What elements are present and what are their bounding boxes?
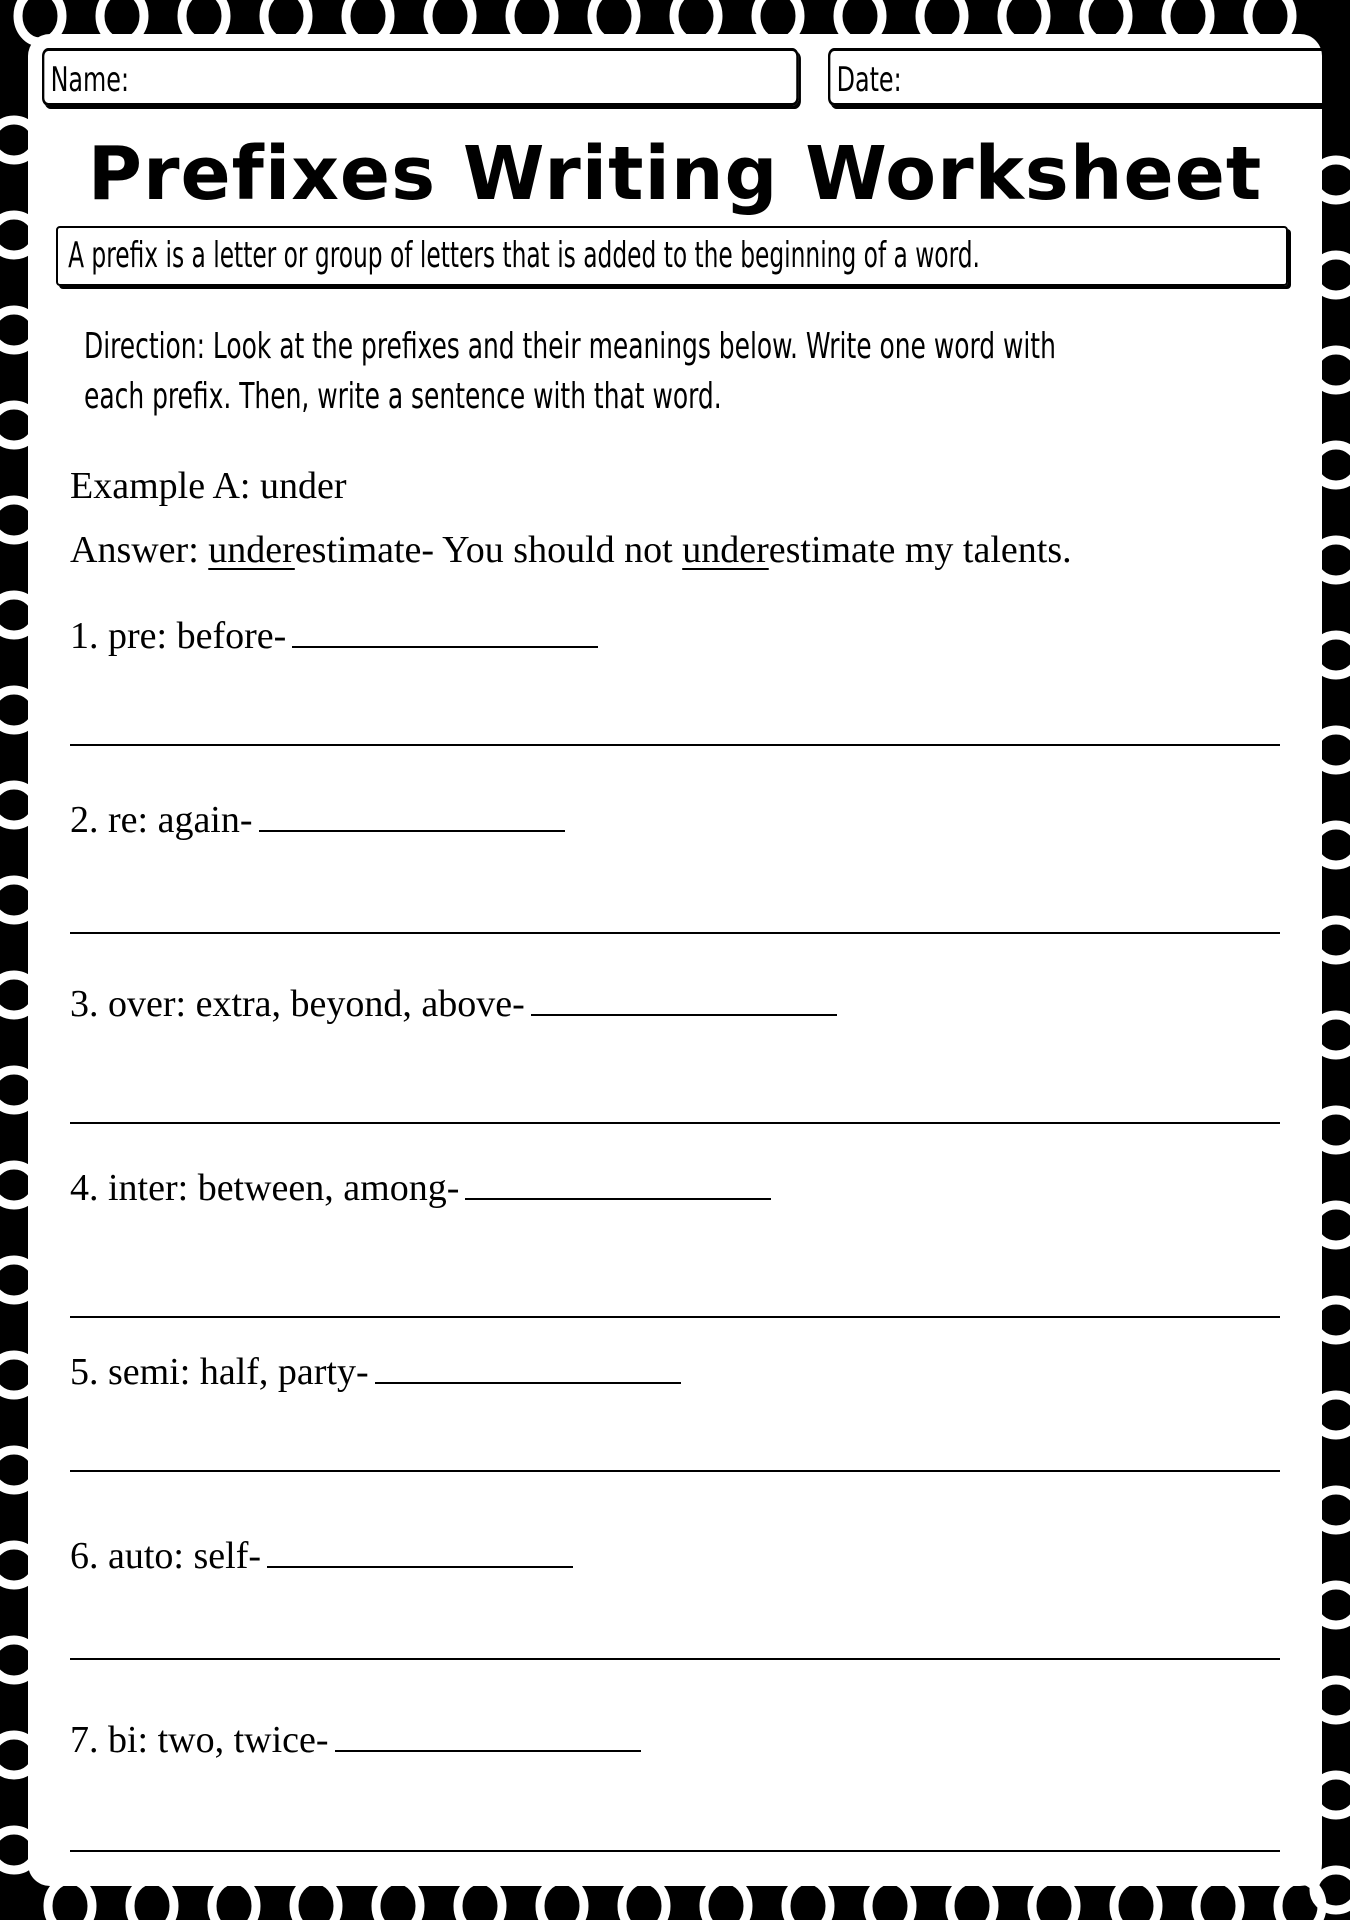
border-loop	[294, 1880, 338, 1920]
item-4	[70, 1166, 771, 1210]
direction-text	[84, 322, 1239, 422]
item-1-sentence-line[interactable]	[70, 744, 1280, 746]
answer-middle-text: estimate- You should not	[294, 529, 683, 571]
border-loop	[130, 1880, 174, 1920]
item-6-sentence-line[interactable]	[70, 1658, 1280, 1660]
item-1	[70, 614, 598, 658]
date-label: Date:	[836, 60, 902, 100]
item-5-word-blank[interactable]	[375, 1352, 681, 1384]
page-title: Prefixes Writing Worksheet	[87, 131, 1263, 217]
item-4-word-blank[interactable]	[465, 1168, 771, 1200]
item-6-prompt: 6. auto: self-	[70, 1535, 262, 1577]
border-loop	[1114, 1880, 1158, 1920]
answer-prefix-underlined-2: under	[682, 529, 769, 571]
item-7-prompt: 7. bi: two, twice-	[70, 1719, 329, 1761]
name-field[interactable]	[42, 48, 799, 106]
border-loop	[458, 1880, 502, 1920]
item-5-prompt: 5. semi: half, party-	[70, 1351, 369, 1393]
direction-line-1: Direction: Look at the prefixes and their meanings below. Write one word with	[84, 326, 1056, 367]
answer-label: Answer:	[70, 529, 209, 571]
item-6	[70, 1534, 573, 1578]
item-4-sentence-line[interactable]	[70, 1316, 1280, 1318]
item-3-word-blank[interactable]	[531, 984, 837, 1016]
item-2-sentence-line[interactable]	[70, 932, 1280, 934]
border-loop	[212, 1880, 256, 1920]
answer-prefix-underlined: under	[208, 529, 295, 571]
item-1-word-blank[interactable]	[292, 616, 598, 648]
border-loop	[868, 1880, 912, 1920]
border-loop	[704, 1880, 748, 1920]
example-label: Example A: under	[70, 465, 347, 507]
item-2	[70, 798, 565, 842]
item-7-word-blank[interactable]	[335, 1720, 641, 1752]
item-2-prompt: 2. re: again-	[70, 799, 253, 841]
border-loop	[1032, 1880, 1076, 1920]
item-7-sentence-line[interactable]	[70, 1850, 1280, 1852]
item-6-word-blank[interactable]	[267, 1536, 573, 1568]
border-loop	[786, 1880, 830, 1920]
border-loop	[950, 1880, 994, 1920]
item-2-word-blank[interactable]	[259, 800, 565, 832]
item-3-prompt: 3. over: extra, beyond, above-	[70, 983, 525, 1025]
direction-line-2: each prefix. Then, write a sentence with that word.	[84, 376, 722, 417]
date-field[interactable]	[828, 48, 1335, 106]
item-3	[70, 982, 837, 1026]
border-loop	[376, 1880, 420, 1920]
border-loop	[622, 1880, 666, 1920]
example-answer	[70, 528, 1072, 572]
border-loop	[48, 1880, 92, 1920]
item-4-prompt: 4. inter: between, among-	[70, 1167, 460, 1209]
item-5-sentence-line[interactable]	[70, 1470, 1280, 1472]
answer-end-text: estimate my talents.	[768, 529, 1072, 571]
name-label: Name:	[50, 60, 130, 100]
item-1-prompt: 1. pre: before-	[70, 615, 287, 657]
item-5	[70, 1350, 681, 1394]
worksheet-page	[28, 34, 1322, 1886]
border-loop	[1196, 1880, 1240, 1920]
definition-box	[56, 226, 1288, 286]
border-loop	[540, 1880, 584, 1920]
item-7	[70, 1718, 641, 1762]
item-3-sentence-line[interactable]	[70, 1122, 1280, 1124]
definition-text: A prefix is a letter or group of letters that is added to the beginning of a word.	[68, 235, 980, 276]
